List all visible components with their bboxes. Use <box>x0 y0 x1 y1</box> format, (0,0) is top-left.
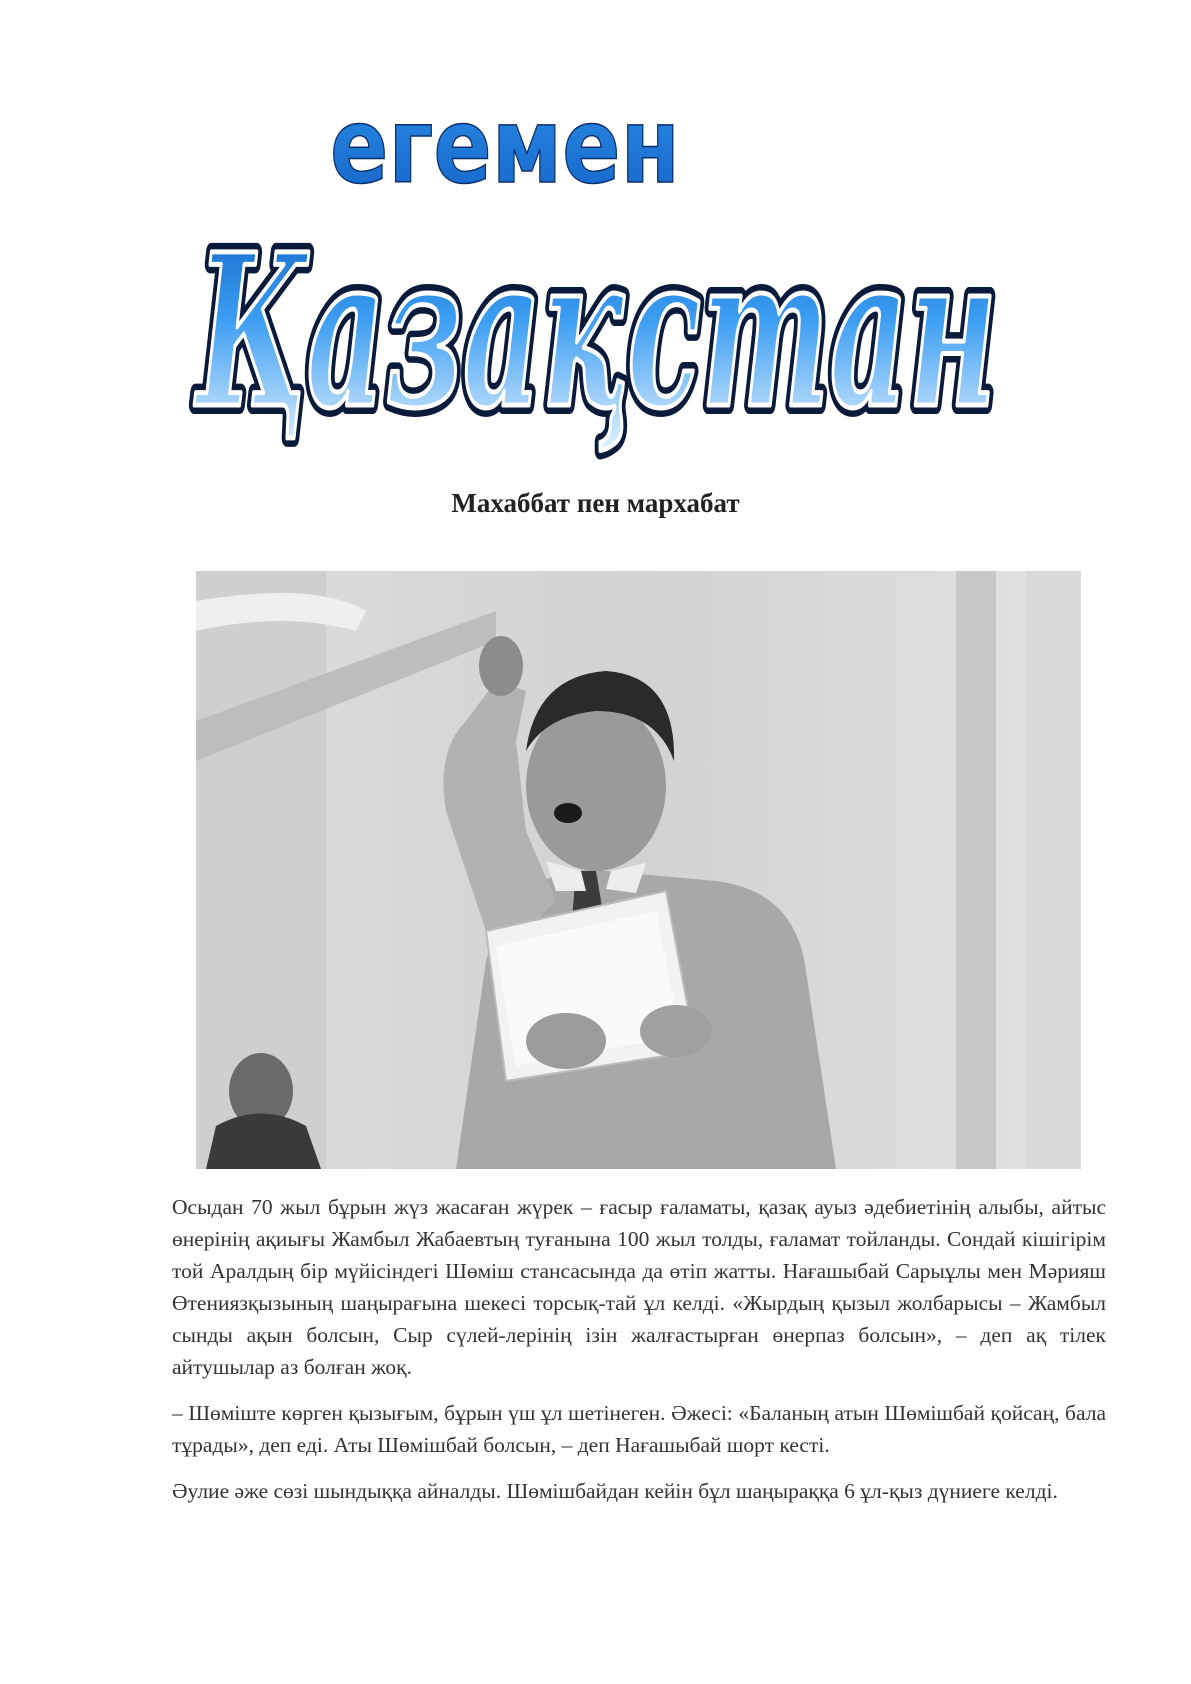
article-paragraph-3: Әулие әже сөзі шындыққа айналды. Шөмішбайдан кейін бұл шаңыраққа 6 ұл-қыз дүниеге келді. <box>172 1479 1058 1503</box>
article-photo <box>196 571 1081 1169</box>
masthead-line1: егемен <box>330 100 680 207</box>
masthead-line2-outline: Қазақстан <box>193 208 998 455</box>
article-body <box>172 1191 1106 1521</box>
newspaper-masthead-logo <box>175 100 1100 465</box>
article-title: Махаббат пен мархабат <box>451 488 740 518</box>
article-paragraph-2: – Шөміште көрген қызығым, бұрын үш ұл шетінеген. Әжесі: «Баланың атын Шөмішбай қойсаң, бала тұрады», деп еді. Аты Шөмішбай болсын, – деп Нағашыбай шорт кесті. <box>172 1401 1106 1457</box>
masthead-line2: Қазақстан <box>193 208 998 455</box>
article-paragraph-1: Осыдан 70 жыл бұрын жүз жасаған жүрек – ғасыр ғаламаты, қазақ ауыз әдебиетінің алыбы, айтыс өнерінің ақиығы Жамбыл Жабаевтың туғанына 100 жыл толды, ғаламат тойланды. Сондай кішігірім той Аралдың бір мүйісіндегі Шөміш стансасында да өтіп жатты. Нағашыбай Сарыұлы мен Мәрияш Өтениязқызының шаңырағына шекесі торсық-тай ұл келді. «Жырдың қызыл жолбарысы – Жамбыл сынды ақын болсын, Сыр сүлей-лерінің ізін жалғастырған өнерпаз болсын», – деп ақ тілек айтушылар аз болған жоқ. <box>172 1195 1106 1379</box>
